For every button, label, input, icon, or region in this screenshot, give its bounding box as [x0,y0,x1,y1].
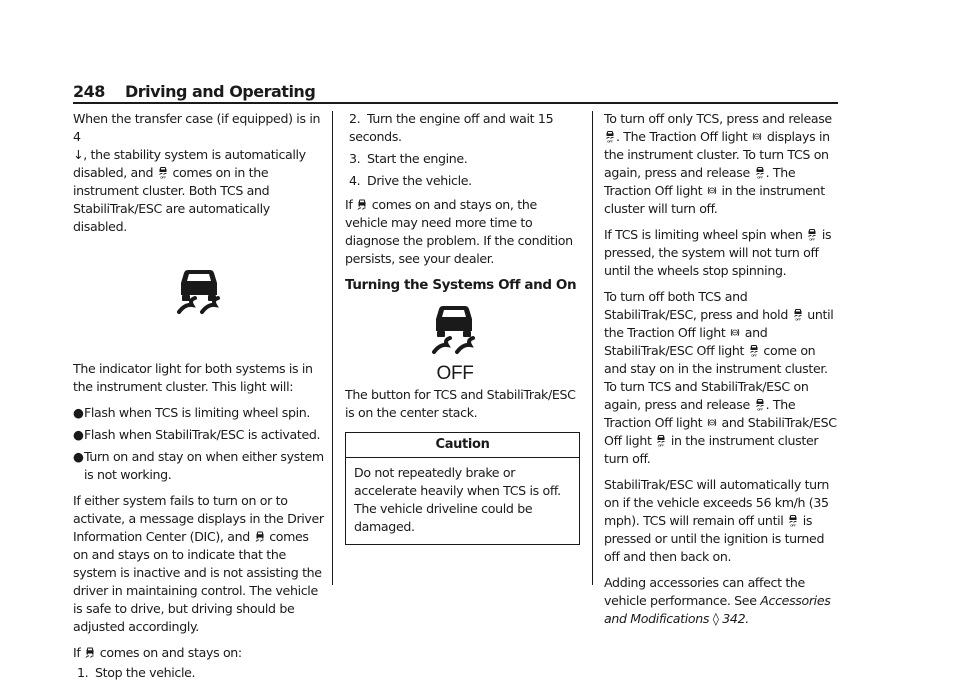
section-title: Driving and Operating [125,82,316,101]
paragraph-auto-on: StabiliTrak/ESC will automatically turn on if the vehicle exceeds 56 km/h (35 mph). TCS will remain off until is pressed or until the ignition is turned off and then back on. [604,477,830,564]
paragraph-accessories: Adding accessories can affect the vehicle performance. See Accessories and Modifications ◊ 342. [604,575,831,626]
traction-off-icon [730,326,740,339]
paragraph-both-off: To turn off both TCS and StabiliTrak/ESC, press and hold until the Traction Off light and StabiliTrak/ESC Off light come on and stay on in the instrument cluster. To turn TCS and StabiliTrak/ESC on again, press and release . The Traction Off light and StabiliTrak/ESC Off light in the instrument cluster turn off. [604,289,837,466]
traction-off-icon [707,184,717,197]
esc-off-icon [807,228,817,241]
stabilitrak-icon [357,198,367,211]
traction-off-icon [707,416,717,429]
paragraph-button-location: The button for TCS and StabiliTrak/ESC is on the center stack. [345,387,576,420]
list-item: 2. Turn the engine off and wait 15 seconds. [349,111,554,144]
stabilitrak-icon [255,530,265,543]
column-divider-2 [592,111,593,585]
traction-off-icon [752,130,762,143]
list-item: ● Flash when TCS is limiting wheel spin. [73,405,311,420]
list-item: 3. Start the engine. [349,151,468,166]
section-heading: Turning the Systems Off and On [345,277,577,293]
esc-off-icon [755,166,765,179]
page-reference-icon: ◊ [712,611,719,626]
header-rule [73,102,838,104]
bullet-icon: ● [73,427,84,442]
arrow-down-icon: ↓ [73,147,84,162]
paragraph-tcs-only: To turn off only TCS, press and release . The Traction Off light displays in the instrument cluster. To turn TCS on again, press and release . The Traction Off light in the instrument cluster will turn off. [604,111,832,216]
list-item: 4. Drive the vehicle. [349,173,472,188]
list-item: ● Flash when StabiliTrak/ESC is activated. [73,427,321,442]
step-list [345,110,580,190]
stabilitrak-indicator-figure [73,244,325,360]
stabilitrak-icon [85,646,95,659]
column-3 [604,110,840,636]
esc-off-icon [429,302,481,384]
page-number: 248 [73,82,105,101]
page-reference[interactable]: 342. [722,611,749,626]
list-item: ● Turn on and stay on when either system is not working. [73,449,324,482]
esc-off-icon [158,166,168,179]
caution-body: Do not repeatedly brake or accelerate heavily when TCS is off. The vehicle driveline could be damaged. [354,465,561,534]
svg-text:OFF: OFF [436,363,474,384]
esc-off-icon [605,130,615,143]
esc-off-icon [788,514,798,527]
paragraph-system-fails: If either system fails to turn on or to activate, a message displays in the Driver Information Center (DIC), and comes on and stays on to indicate that the system is inactive and is not assisting the driver in maintaining control. The vehicle is safe to drive, but driving should be adjusted accordingly. [73,493,324,634]
caution-title: Caution [346,433,579,458]
list-item: 1. Stop the vehicle. [77,665,196,680]
column-2 [345,110,580,545]
bullet-icon: ● [73,405,84,420]
step-list [73,664,325,682]
column-divider-1 [332,111,333,585]
accessories-link[interactable]: Accessories and Modifications [604,593,831,626]
paragraph-indicator-light: The indicator light for both systems is in the instrument cluster. This light will: [73,361,313,394]
esc-off-icon [656,434,666,447]
tcs-off-button-figure [345,300,580,386]
esc-off-icon [755,398,765,411]
page-header [73,82,838,104]
paragraph-wheel-spin: If TCS is limiting wheel spin when is pressed, the system will not turn off until the wheels stop spinning. [604,227,832,278]
caution-box [345,432,580,545]
paragraph-transfer-case: When the transfer case (if equipped) is in 4 ↓, the stability system is automatically disabled, and comes on in the instrument cluster. Both TCS and StabiliTrak/ESC are automatically disabled. [73,111,321,234]
indicator-bullet-list [73,404,325,484]
paragraph-stays-on: If comes on and stays on: [73,645,242,660]
bullet-icon: ● [73,449,84,464]
stabilitrak-icon [174,266,226,314]
esc-off-icon [793,308,803,321]
esc-off-icon [749,344,759,357]
paragraph-diagnose: If comes on and stays on, the vehicle may need more time to diagnose the problem. If the condition persists, see your dealer. [345,197,573,266]
column-1 [73,110,325,688]
